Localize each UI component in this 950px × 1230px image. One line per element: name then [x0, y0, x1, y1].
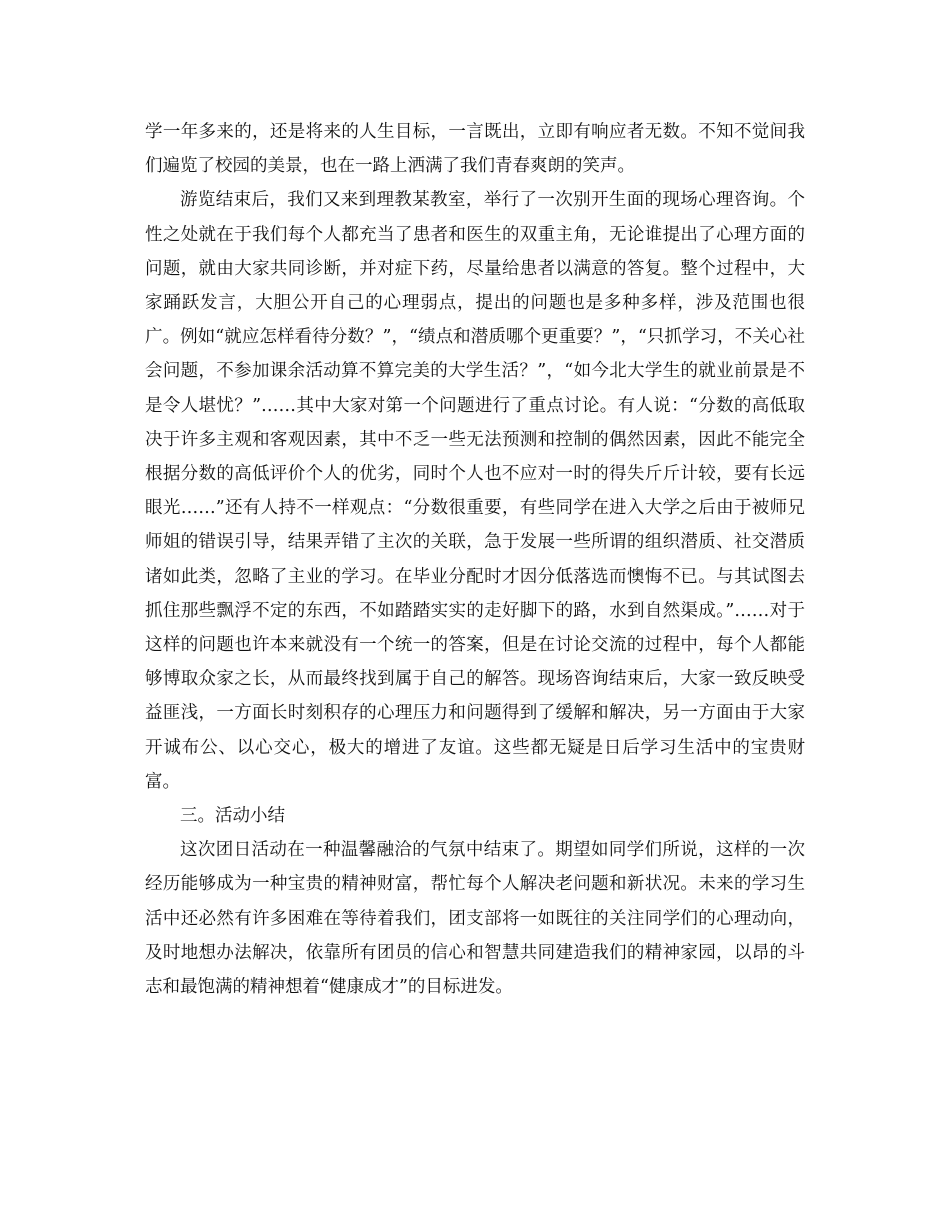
- document-body: [145, 115, 805, 1004]
- section-heading-summary: 三。活动小结: [180, 806, 285, 827]
- paragraph-consultation: 游览结束后，我们又来到理教某教室，举行了一次别开生面的现场心理咨询。个性之处就在于我们每个人都充当了患者和医生的双重主角，无论谁提出了心理方面的问题，就由大家共同诊断，并对症下药，尽量给患者以满意的答复。整个过程中，大家踊跃发言，大胆公开自己的心理弱点，提出的问题也是多种多样，涉及范围也很广。例如“就应怎样看待分数？”，“绩点和潜质哪个更重要？”，“只抓学习，不关心社会问题，不参加课余活动算不算完美的大学生活？”，“如今北大学生的就业前景是不是令人堪忧？”……其中大家对第一个问题进行了重点讨论。有人说：“分数的高低取决于许多主观和客观因素，其中不乏一些无法预测和控制的偶然因素，因此不能完全根据分数的高低评价个人的优劣，同时个人也不应对一时的得失斤斤计较，要有长远眼光……”还有人持不一样观点：“分数很重要，有些同学在进入大学之后由于被师兄师姐的错误引导，结果弄错了主次的关联，急于发展一些所谓的组织潜质、社交潜质诸如此类，忽略了主业的学习。在毕业分配时才因分低落选而懊悔不已。与其试图去抓住那些飘浮不定的东西，不如踏踏实实的走好脚下的路，水到自然渠成。”……对于这样的问题也许本来就没有一个统一的答案，但是在讨论交流的过程中，每个人都能够博取众家之长，从而最终找到属于自己的解答。现场咨询结束后，大家一致反映受益匪浅，一方面长时刻积存的心理压力和问题得到了缓解和解决，另一方面由于大家开诚布公、以心交心，极大的增进了友谊。这些都无疑是日后学习生活中的宝贵财富。: [145, 190, 805, 792]
- paragraph-continuation: 学一年多来的，还是将来的人生目标，一言既出，立即有响应者无数。不知不觉间我们遍览了校园的美景，也在一路上洒满了我们青春爽朗的笑声。: [145, 122, 805, 177]
- paragraph-summary: 这次团日活动在一种温馨融洽的气氛中结束了。期望如同学们所说，这样的一次经历能够成为一种宝贵的精神财富，帮忙每个人解决老问题和新状况。未来的学习生活中还必然有许多困难在等待着我们，团支部将一如既往的关注同学们的心理动向，及时地想办法解决，依靠所有团员的信心和智慧共同建造我们的精神家园，以昂的斗志和最饱满的精神想着“健康成才”的目标进发。: [145, 840, 805, 998]
